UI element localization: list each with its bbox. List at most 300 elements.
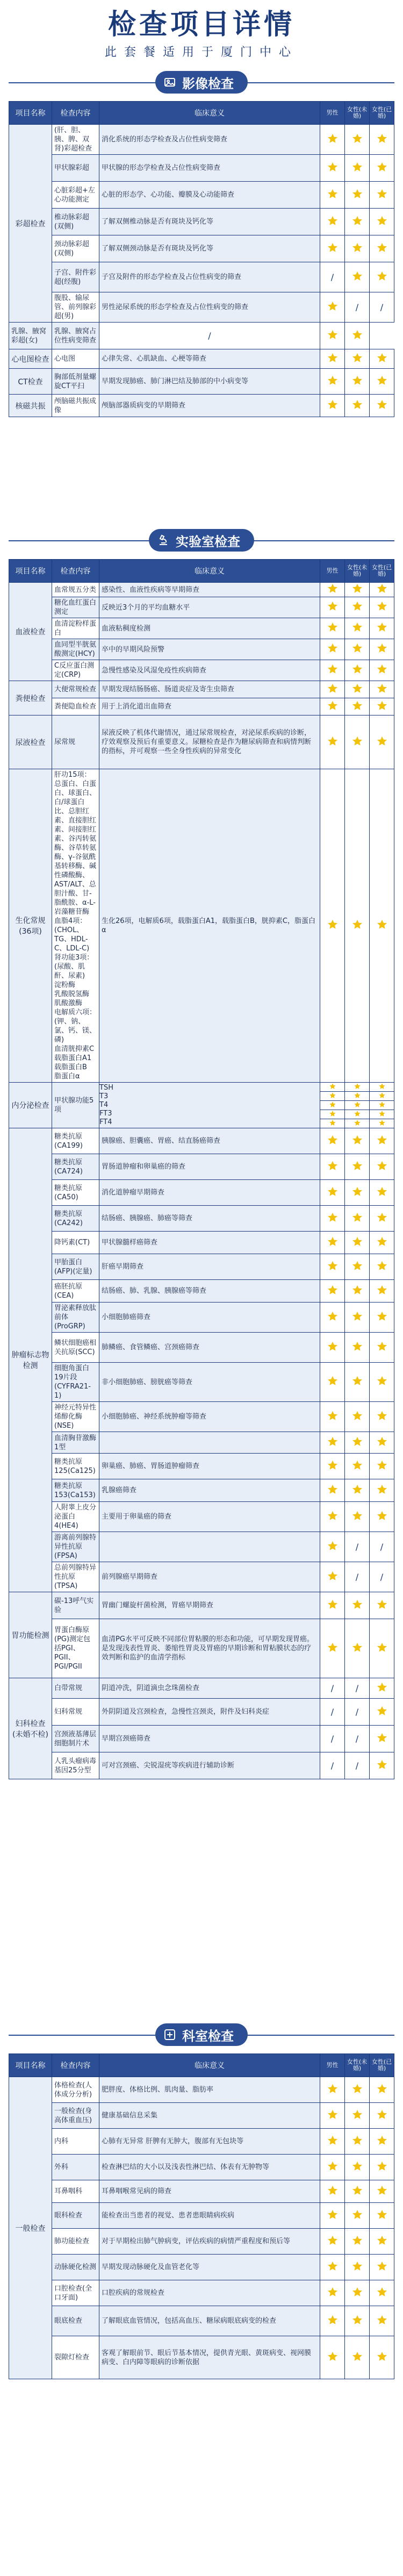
star-icon: [376, 700, 388, 712]
star-icon: [327, 583, 339, 595]
included-mark: [320, 1402, 345, 1432]
column-header-female-married: 女性(已婚): [370, 102, 394, 125]
table-row: [9, 1619, 394, 1678]
hero: [0, 0, 403, 63]
included-mark: [320, 1206, 345, 1232]
table-row: [9, 155, 394, 182]
check-content: 碳-13呼气实验: [52, 1592, 99, 1619]
included-mark: [370, 182, 394, 209]
star-icon: [329, 1092, 336, 1099]
star-icon: [378, 1110, 386, 1118]
clinical-meaning: 胰腺癌、胆囊癌、胃癌、结直肠癌筛查: [99, 1128, 320, 1154]
star-icon: [351, 1642, 363, 1654]
clinical-meaning: 感染性、血液性疾病等早期筛查: [99, 583, 320, 597]
included-mark: [370, 660, 394, 681]
check-content: 粪便隐血检查: [52, 698, 99, 715]
table-row: [9, 1532, 394, 1562]
star-icon: [351, 2160, 363, 2172]
star-icon: [327, 215, 339, 227]
clinical-meaning: 阴道冲洗，阴道滴虫念珠菌检查: [99, 1678, 320, 1699]
star-icon: [327, 300, 339, 312]
star-icon: [351, 329, 363, 341]
category-cell: 生化常规(36项): [9, 769, 52, 1083]
included-mark: [320, 1454, 345, 1479]
star-icon: [376, 133, 388, 145]
included-mark: [320, 2129, 345, 2155]
included-mark: [320, 2229, 345, 2255]
included-mark: [370, 1502, 394, 1532]
table-row: [9, 1280, 394, 1303]
column-header-female-unmarried: 女性(未婚): [345, 2054, 370, 2077]
star-icon: [327, 1236, 339, 1248]
star-icon: [351, 735, 363, 747]
column-header-project: 项目名称: [9, 2054, 52, 2077]
clinical-meaning: 了解双侧颈动脉是否有斑块及钙化等: [99, 235, 320, 262]
included-mark: [370, 1180, 394, 1206]
check-content: 癌胚抗原(CEA): [52, 1280, 99, 1303]
star-icon: [376, 1186, 388, 1198]
star-icon: [378, 1119, 386, 1127]
star-icon: [351, 919, 363, 931]
clinical-meaning: 结肠癌、胰腺癌、肺癌等筛查: [99, 1206, 320, 1232]
included-mark: [370, 1678, 394, 1699]
included-mark: [345, 1128, 370, 1154]
clinical-meaning: 肺鳞癌、食管鳞癌、宫颈癌筛查: [99, 1333, 320, 1363]
star-icon: [327, 1134, 339, 1146]
star-icon: [329, 1119, 336, 1127]
table-row: [9, 597, 394, 618]
star-icon: [376, 2286, 388, 2298]
column-header-content: 检查内容: [52, 560, 99, 583]
clinical-meaning: [99, 1532, 320, 1562]
included-mark: [320, 715, 345, 769]
check-content: 胃蛋白酶原(PG)测定包括PGI、PGII、PGI/PGII: [52, 1619, 99, 1678]
included-mark: [320, 769, 345, 1083]
star-icon: [327, 161, 339, 173]
included-mark: [320, 1254, 345, 1280]
clinical-meaning: 消化道肿瘤早期筛查: [99, 1180, 320, 1206]
check-content: 肝功15项：总蛋白、白蛋白、球蛋白、白/球蛋白比、总胆红素、直接胆红素、间接胆红素、谷丙转氨酶、谷草转氨酶、γ-谷氨酰基转移酶、碱性磷酸酶、AST/ALT、总胆汁酸、甘-脂酰胺、α-L-岩藻糖苷酶 血脂4项：(CHOL、TG、HDL-C、LDL-C) 肾功能3项：(尿酸、肌酐、尿素) 淀粉酶 乳酸脱氢酶 肌酸激酶 电解质六项：(钾、钠、氯、钙、镁、磷) 血清胱抑素C 载脂蛋白A1 载脂蛋白B 脂蛋白α: [52, 769, 99, 1083]
table-row: [9, 2180, 394, 2203]
clinical-meaning: 早期发现肺癌、肺门淋巴结及肺部的中小病变等: [99, 369, 320, 395]
clinical-meaning: 血清PG水平可反映不同部位胃粘膜的形态和功能，可早期发现胃癌。是发现浅表性胃炎、萎缩性胃炎及胃癌的早期诊断和胃粘膜状态的疗效判断和监护的血清学指标: [99, 1619, 320, 1678]
star-icon: [327, 2185, 339, 2196]
star-icon: [351, 270, 363, 282]
included-mark: [320, 235, 345, 262]
included-mark: [320, 349, 345, 369]
included-mark: [320, 1333, 345, 1363]
included-mark: [345, 2229, 370, 2255]
excluded-mark: /: [345, 1752, 370, 1779]
included-mark: [370, 1128, 394, 1154]
table-row: [9, 639, 394, 660]
star-icon: [351, 1186, 363, 1198]
star-icon: [354, 1110, 361, 1118]
category-cell: 胃功能检测: [9, 1592, 52, 1678]
table-row: [9, 235, 394, 262]
excluded-mark: /: [345, 1726, 370, 1752]
star-icon: [351, 375, 363, 387]
star-icon: [376, 1732, 388, 1744]
excluded-mark: /: [320, 1726, 345, 1752]
star-icon: [354, 1119, 361, 1127]
star-icon: [354, 1101, 361, 1108]
check-content: 糖类抗原(CA199): [52, 1128, 99, 1154]
section-header: [9, 2016, 394, 2053]
clinical-meaning: 对于早期检出肺气肿病变，评估疾病的病情严重程度和预后等: [99, 2229, 320, 2255]
star-icon: [327, 735, 339, 747]
star-icon: [376, 1510, 388, 1522]
star-icon: [327, 2286, 339, 2298]
star-icon: [376, 1642, 388, 1654]
included-mark: [345, 2280, 370, 2306]
clinical-meaning: 甲状腺髓样癌筛查: [99, 1232, 320, 1254]
included-mark: [320, 2336, 345, 2379]
clinical-meaning: 卒中的早期风险预警: [99, 639, 320, 660]
included-mark: [345, 1206, 370, 1232]
star-icon: [351, 2314, 363, 2326]
check-content: 裂隙灯检查: [52, 2336, 99, 2379]
star-icon: [376, 1459, 388, 1471]
star-icon: [327, 1540, 339, 1552]
star-icon: [376, 642, 388, 654]
star-icon: [351, 1134, 363, 1146]
table-row: [9, 583, 394, 597]
table-row: [9, 1752, 394, 1779]
table-row: [9, 209, 394, 235]
included-mark: [370, 2103, 394, 2129]
star-icon: [351, 161, 363, 173]
star-icon: [351, 1341, 363, 1353]
star-icon: [327, 1436, 339, 1448]
check-content: 体格检查(人体成分分析): [52, 2077, 99, 2103]
included-mark: [345, 2129, 370, 2155]
table-row: [9, 2336, 394, 2379]
star-icon: [376, 1599, 388, 1611]
clinical-meaning: 健康基础信息采集: [99, 2103, 320, 2129]
category-cell: 血液检查: [9, 583, 52, 681]
check-content: 神经元特异性烯醇化酶(NSE): [52, 1402, 99, 1432]
included-mark: [370, 262, 394, 292]
check-content: (肝、胆、胰、脾、双肾)彩超检查: [52, 125, 99, 155]
included-mark: [345, 715, 370, 769]
included-mark: [320, 2077, 345, 2103]
star-icon: [376, 2185, 388, 2196]
check-content: 宫颈液基薄层细胞制片术: [52, 1726, 99, 1752]
included-mark: [345, 1333, 370, 1363]
included-mark: [345, 681, 370, 698]
clinical-meaning: 外阴阴道及宫颈检查，急慢性宫颈炎，附件及妇科炎症: [99, 1699, 320, 1726]
table-row: [9, 2155, 394, 2180]
check-content: 总前列腺特异性抗原(TPSA): [52, 1562, 99, 1592]
check-content: 颈动脉彩超(双侧): [52, 235, 99, 262]
sections: [0, 63, 403, 2576]
included-mark: [345, 1303, 370, 1333]
included-mark: [320, 1502, 345, 1532]
clinical-meaning: 男性泌尿系统的形态学检查及占位性病变的筛查: [99, 292, 320, 323]
check-content: 血清胸苷激酶1型: [52, 1432, 99, 1454]
check-content: 胸部低剂量螺旋CT平扫: [52, 369, 99, 395]
table-row: [9, 1726, 394, 1752]
included-mark: [370, 1726, 394, 1752]
included-mark: [370, 1752, 394, 1779]
clinical-meaning: 口腔疾病的常规检查: [99, 2280, 320, 2306]
category-cell: 肿瘤标志物检测: [9, 1128, 52, 1592]
star-icon: [327, 621, 339, 633]
included-mark: [345, 1180, 370, 1206]
included-mark: [345, 2203, 370, 2229]
star-icon: [327, 1260, 339, 1272]
star-icon: [351, 1160, 363, 1172]
clinical-meaning: 早期发现结肠肠癌、肠道炎症及寄生虫筛查: [99, 681, 320, 698]
included-mark: [370, 583, 394, 597]
included-mark: [320, 209, 345, 235]
star-icon: [327, 1510, 339, 1522]
star-icon: [327, 188, 339, 200]
included-mark: [345, 769, 370, 1083]
included-mark: [345, 1619, 370, 1678]
included-mark: [370, 1592, 394, 1619]
check-content: 动脉硬化检测: [52, 2255, 99, 2280]
star-icon: [327, 2235, 339, 2246]
included-mark: [345, 2155, 370, 2180]
included-mark: [345, 182, 370, 209]
star-icon: [327, 1599, 339, 1611]
included-mark: [370, 2180, 394, 2203]
included-mark: [320, 583, 345, 597]
category-cell: 彩超检查: [9, 125, 52, 323]
star-icon: [327, 1311, 339, 1322]
section-header: [9, 521, 394, 559]
star-icon: [351, 352, 363, 364]
clinical-meaning: 用于上消化道出血筛查: [99, 698, 320, 715]
included-mark: [320, 1128, 345, 1154]
clinical-meaning: 胃幽门螺旋杆菌检测，胃癌早期筛查: [99, 1592, 320, 1619]
table-row: [9, 698, 394, 715]
star-icon: [351, 2260, 363, 2272]
star-icon: [376, 1759, 388, 1771]
included-mark: [345, 369, 370, 395]
star-icon: [351, 2185, 363, 2196]
star-icon: [376, 352, 388, 364]
star-icon: [376, 1705, 388, 1717]
included-mark: [370, 1699, 394, 1726]
star-icon: [376, 161, 388, 173]
star-icon: [351, 215, 363, 227]
star-icon: [351, 1510, 363, 1522]
included-mark: [320, 660, 345, 681]
star-icon: [351, 621, 363, 633]
clinical-meaning: 客观了解眼前节、眼后节基本情况，提供青光眼、黄斑病变、视网膜病变、白内障等眼病的诊断依据: [99, 2336, 320, 2379]
included-mark: [345, 698, 370, 715]
checkup-table: [9, 2053, 394, 2379]
check-content: 白带常规: [52, 1678, 99, 1699]
included-mark: [370, 1206, 394, 1232]
check-content: 眼底检查: [52, 2306, 99, 2336]
column-header-meaning: 临床意义: [99, 102, 320, 125]
star-icon: [378, 1092, 386, 1099]
included-mark: [370, 1083, 394, 1128]
table-row: [9, 1502, 394, 1532]
star-icon: [351, 1212, 363, 1223]
star-icon: [351, 1236, 363, 1248]
table-row: [9, 1333, 394, 1363]
clinical-meaning: 卵巢癌、肺癌、胃肠道肿瘤筛查: [99, 1454, 320, 1479]
image-icon: [163, 76, 176, 89]
included-mark: [370, 369, 394, 395]
star-icon: [376, 735, 388, 747]
check-content: 腹股、输尿管、前列腺彩超(男): [52, 292, 99, 323]
checkup-table: [9, 101, 394, 417]
star-icon: [378, 1101, 386, 1108]
check-content: 糖类抗原153(Ca153): [52, 1479, 99, 1502]
star-icon: [376, 2135, 388, 2146]
star-icon: [376, 1212, 388, 1223]
included-mark: [370, 2077, 394, 2103]
check-content: 椎动脉彩超(双侧): [52, 209, 99, 235]
included-mark: [320, 1232, 345, 1254]
included-mark: [320, 2280, 345, 2306]
included-mark: [320, 2180, 345, 2203]
column-header-meaning: 临床意义: [99, 2054, 320, 2077]
included-mark: [345, 262, 370, 292]
column-header-male: 男性: [320, 102, 345, 125]
included-mark: [345, 2306, 370, 2336]
included-mark: [320, 618, 345, 639]
included-mark: [370, 2203, 394, 2229]
table-row: [9, 1454, 394, 1479]
included-mark: [320, 597, 345, 618]
section-title: 影像检查: [155, 71, 248, 94]
included-mark: [345, 1454, 370, 1479]
included-mark: [370, 1432, 394, 1454]
star-icon: [327, 2135, 339, 2146]
clinical-meaning: 心脏的形态学、心功能、瓣膜及心动能筛查: [99, 182, 320, 209]
table-row: [9, 2229, 394, 2255]
star-icon: [376, 270, 388, 282]
check-content: 妇科常规: [52, 1699, 99, 1726]
included-mark: [345, 639, 370, 660]
table-row: [9, 1128, 394, 1154]
column-header-female-unmarried: 女性(未婚): [345, 102, 370, 125]
star-icon: [376, 663, 388, 675]
table-row: [9, 1479, 394, 1502]
clinical-meaning: 生化26项，电解质6项，载脂蛋白A1，载脂蛋白B，胱抑素C，脂蛋白α: [99, 769, 320, 1083]
star-icon: [351, 2209, 363, 2221]
table-row: [9, 1699, 394, 1726]
table-row: [9, 1303, 394, 1333]
star-icon: [327, 663, 339, 675]
star-icon: [329, 1083, 336, 1090]
clinical-meaning: 心肺有无异常 肝脾有无肿大，腹部有无包块等: [99, 2129, 320, 2155]
star-icon: [351, 399, 363, 411]
star-icon: [376, 215, 388, 227]
included-mark: [320, 1363, 345, 1402]
star-icon: [376, 399, 388, 411]
included-mark: [320, 182, 345, 209]
star-icon: [376, 2209, 388, 2221]
star-icon: [351, 1260, 363, 1272]
clinical-meaning: 结肠癌、肺、乳腺、胰腺癌等筛查: [99, 1280, 320, 1303]
clinical-meaning: 早期发现动脉硬化及血管老化等: [99, 2255, 320, 2280]
section-header: [9, 63, 394, 101]
check-content: 内科: [52, 2129, 99, 2155]
star-icon: [351, 683, 363, 695]
clinical-meaning: 甲状腺的形态学检查及占位性病变筛查: [99, 155, 320, 182]
included-mark: [345, 1402, 370, 1432]
check-content: 甲状腺彩超: [52, 155, 99, 182]
included-mark: [370, 1402, 394, 1432]
star-icon: [376, 375, 388, 387]
clinical-meaning: 乳腺癌筛查: [99, 1479, 320, 1502]
included-mark: [345, 2255, 370, 2280]
included-mark: [345, 1592, 370, 1619]
page-title: 检查项目详情: [107, 9, 295, 41]
star-icon: [327, 683, 339, 695]
star-icon: [351, 2235, 363, 2246]
included-mark: [320, 369, 345, 395]
clinical-meaning: [99, 1432, 320, 1454]
star-icon: [327, 329, 339, 341]
clinical-meaning: 尿液反映了机体代谢情况，通过尿常规检查，对泌尿系疾病的诊断，疗效观察及预后有重要意义。尿糖检查是作为糖尿病筛查和病情判断的指标，并可观察一些全身性疾病的异常变化: [99, 715, 320, 769]
star-icon: [327, 1570, 339, 1582]
star-icon: [376, 1484, 388, 1495]
star-icon: [327, 1212, 339, 1223]
check-content: 血常规五分类: [52, 583, 99, 597]
excluded-mark: /: [370, 1532, 394, 1562]
table-row: [9, 349, 394, 369]
section-gap: [0, 511, 403, 521]
column-header-female-married: 女性(已婚): [370, 560, 394, 583]
check-content: 心脏彩超+左心功能测定: [52, 182, 99, 209]
included-mark: [370, 2280, 394, 2306]
check-content: 外科: [52, 2155, 99, 2180]
table-row: [9, 2129, 394, 2155]
excluded-mark: /: [320, 262, 345, 292]
star-icon: [376, 1436, 388, 1448]
included-mark: [370, 1363, 394, 1402]
excluded-mark: /: [345, 1678, 370, 1699]
clinical-meaning: 主要用于卵巢癌的筛查: [99, 1502, 320, 1532]
included-mark: [345, 1479, 370, 1502]
clinical-meaning: 反映近3个月的平均血糖水平: [99, 597, 320, 618]
clinical-meaning: 能检查出当患者的视觉、患者患眼睛病疾病: [99, 2203, 320, 2229]
star-icon: [351, 642, 363, 654]
included-mark: [345, 583, 370, 597]
included-mark: [320, 1619, 345, 1678]
category-cell: 一般检查: [9, 2077, 52, 2379]
section-gap: [0, 2005, 403, 2016]
star-icon: [376, 188, 388, 200]
star-icon: [327, 1410, 339, 1422]
star-icon: [329, 1110, 336, 1118]
clinical-meaning: 心律失常、心肌缺血、心梗等筛查: [99, 349, 320, 369]
section-2: [9, 2016, 394, 2565]
column-header-meaning: 临床意义: [99, 560, 320, 583]
star-icon: [327, 399, 339, 411]
included-mark: [345, 2103, 370, 2129]
check-content: 耳鼻咽科: [52, 2180, 99, 2203]
included-mark: [320, 155, 345, 182]
included-mark: [320, 1432, 345, 1454]
excluded-mark: /: [320, 1678, 345, 1699]
table-row: [9, 125, 394, 155]
table-row: [9, 1180, 394, 1206]
star-icon: [351, 600, 363, 612]
star-icon: [327, 1186, 339, 1198]
medical-cross-icon: [163, 2028, 176, 2041]
star-icon: [376, 621, 388, 633]
